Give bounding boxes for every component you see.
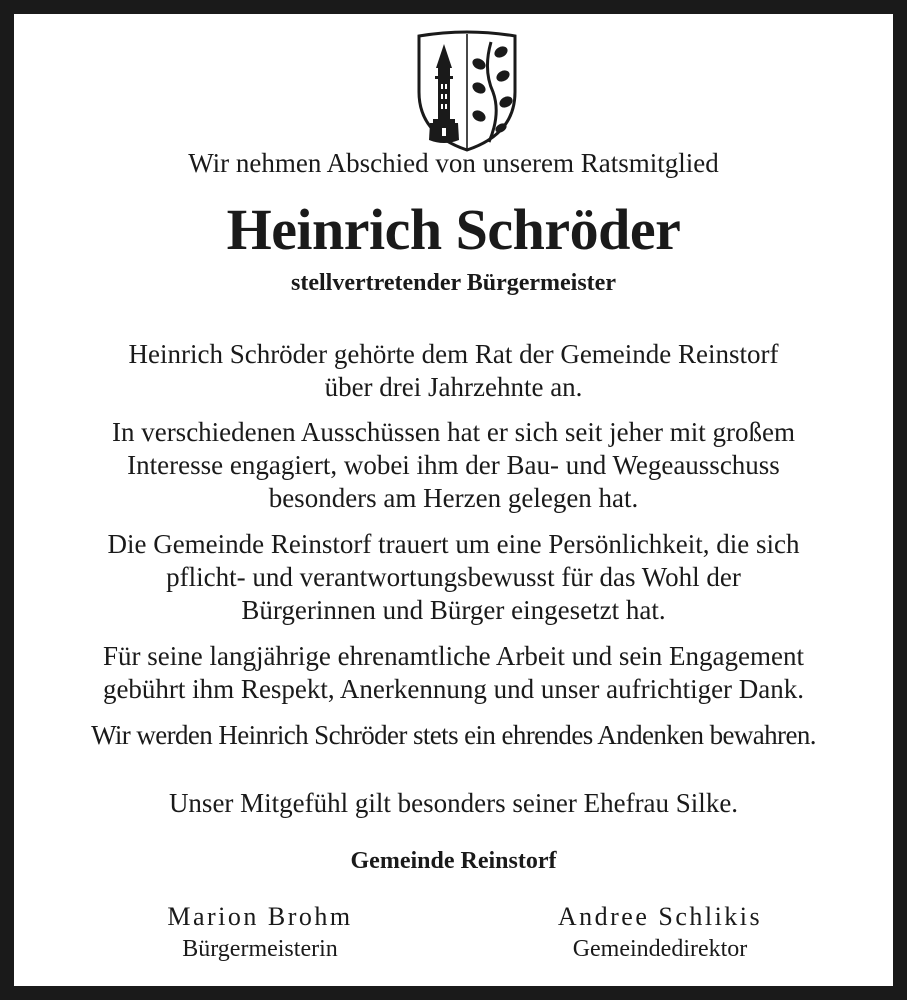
paragraph-line: Für seine langjährige ehrenamtliche Arbeit und sein Engagement [102,641,805,671]
paragraph-line: pflicht- und verantwortungsbewusst für das Wohl der [166,562,741,592]
paragraph-line: Die Gemeinde Reinstorf trauert um eine Persönlichkeit, die sich [107,529,800,559]
signer-block [480,902,840,972]
paragraph-line: In verschiedenen Ausschüssen hat er sich seit jeher mit großem [111,417,796,447]
paragraph-remembrance [14,719,893,752]
paragraph-line: Wir werden Heinrich Schröder stets ein ehrendes Andenken bewahren. [91,720,816,750]
paragraph-line: besonders am Herzen gelegen hat. [268,483,639,513]
deceased-name: Heinrich Schröder [226,197,681,262]
signer-name: Andree Schlikis [557,902,763,931]
paragraph-mourning [14,528,893,627]
signer-name: Marion Brohm [167,902,353,931]
signer-title: Gemeindedirektor [572,936,748,962]
paragraph-line: Bürgerinnen und Bürger eingesetzt hat. [241,595,666,625]
signer-block [80,902,440,972]
signer-title: Bürgermeisterin [182,936,338,962]
paragraph-line: Heinrich Schröder gehörte dem Rat der Gemeinde Reinstorf [128,339,779,369]
paragraph-council-membership [14,338,893,404]
deceased-role: stellvertretender Bürgermeister [291,270,616,296]
municipal-coat-of-arms-icon [413,30,521,154]
paragraph-line: Interesse engagiert, wobei ihm der Bau- und Wegeausschuss [127,450,780,480]
intro-line: Wir nehmen Abschied von unserem Ratsmitglied [188,148,719,178]
paragraph-gratitude [14,640,893,706]
organization-name: Gemeinde Reinstorf [350,848,557,874]
paragraph-line: über drei Jahrzehnte an. [324,372,583,402]
sympathy-line: Unser Mitgefühl gilt besonders seiner Ehefrau Silke. [168,788,739,818]
paragraph-line: gebührt ihm Respekt, Anerkennung und unser aufrichtiger Dank. [102,674,805,704]
paragraph-committees [14,416,893,515]
